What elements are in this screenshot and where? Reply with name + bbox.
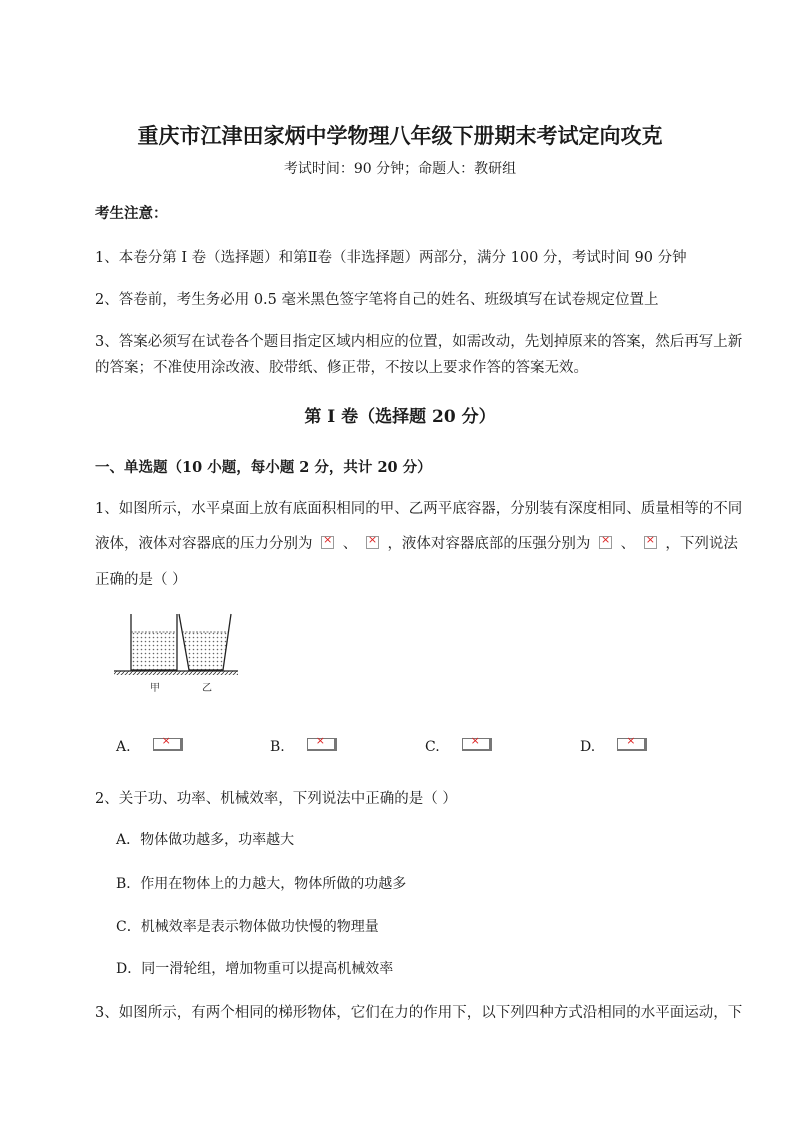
q1-option-a[interactable]: A.× [116, 738, 183, 755]
q1-stem-line1: 1、如图所示，水平桌面上放有底面积相同的甲、乙两平底容器，分别装有深度相同、质量相等的不同 [95, 501, 743, 517]
q3-stem: 3、如图所示，有两个相同的梯形物体，它们在力的作用下，以下列四种方式沿相同的水平面运动，下 [95, 1005, 743, 1021]
container-jia [131, 614, 177, 670]
q2-stem: 2、关于功、功率、机械效率，下列说法中正确的是（ ） [95, 791, 457, 807]
broken-image-icon [366, 536, 379, 549]
q1-text-a: 液体，液体对容器底的压力分别为 [95, 536, 313, 552]
exam-info: 考试时间：90 分钟；命题人：教研组 [283, 161, 517, 177]
notice-item-3: 3、答案必须写在试卷各个题目指定区域内相应的位置，如需改动，先划掉原来的答案，然后再写上新 [95, 334, 743, 350]
q1-text-e: ，下列说法 [665, 536, 738, 552]
broken-image-icon [617, 738, 647, 751]
label-jia: 甲 [150, 683, 160, 694]
q1-text-d: 、 [620, 536, 636, 552]
section-title: 第 I 卷（选择题 20 分） [304, 407, 496, 427]
notice-item-3-cont: 的答案；不准使用涂改液、胶带纸、修正带，不按以上要求作答的答案无效。 [95, 360, 588, 376]
broken-image-icon [153, 738, 183, 751]
notice-heading: 考生注意： [95, 205, 168, 222]
q1-option-c[interactable]: C.× [425, 738, 492, 755]
broken-image-icon [599, 536, 612, 549]
q1-stem-line3: 正确的是（ ） [95, 572, 187, 588]
broken-image-icon [462, 738, 492, 751]
q2-option-c[interactable]: C．机械效率是表示物体做功快慢的物理量 [116, 919, 379, 935]
notice-item-2: 2、答卷前，考生务必用 0.5 毫米黑色签字笔将自己的姓名、班级填写在试卷规定位置上 [95, 292, 659, 308]
broken-image-icon [644, 536, 657, 549]
q1-stem-line2 [95, 532, 738, 553]
container-yi [179, 614, 231, 670]
q1-option-b[interactable]: B.× [270, 738, 337, 755]
part-heading: 一、单选题（10 小题，每小题 2 分，共计 20 分） [95, 459, 432, 476]
notice-item-1: 1、本卷分第 I 卷（选择题）和第Ⅱ卷（非选择题）两部分，满分 100 分，考试时间 90 分钟 [95, 250, 687, 266]
q1-option-d[interactable]: D.× [580, 738, 647, 755]
label-yi: 乙 [202, 683, 212, 694]
container-figure [112, 612, 242, 697]
q2-option-b[interactable]: B．作用在物体上的力越大，物体所做的功越多 [116, 876, 407, 892]
q1-text-c: ，液体对容器底部的压强分别为 [387, 536, 591, 552]
broken-image-icon [307, 738, 337, 751]
q1-text-b: 、 [342, 536, 358, 552]
page-title: 重庆市江津田家炳中学物理八年级下册期末考试定向攻克 [137, 123, 663, 148]
q2-option-a[interactable]: A．物体做功越多，功率越大 [116, 832, 295, 848]
q2-option-d[interactable]: D．同一滑轮组，增加物重可以提高机械效率 [116, 961, 394, 977]
broken-image-icon [321, 536, 334, 549]
